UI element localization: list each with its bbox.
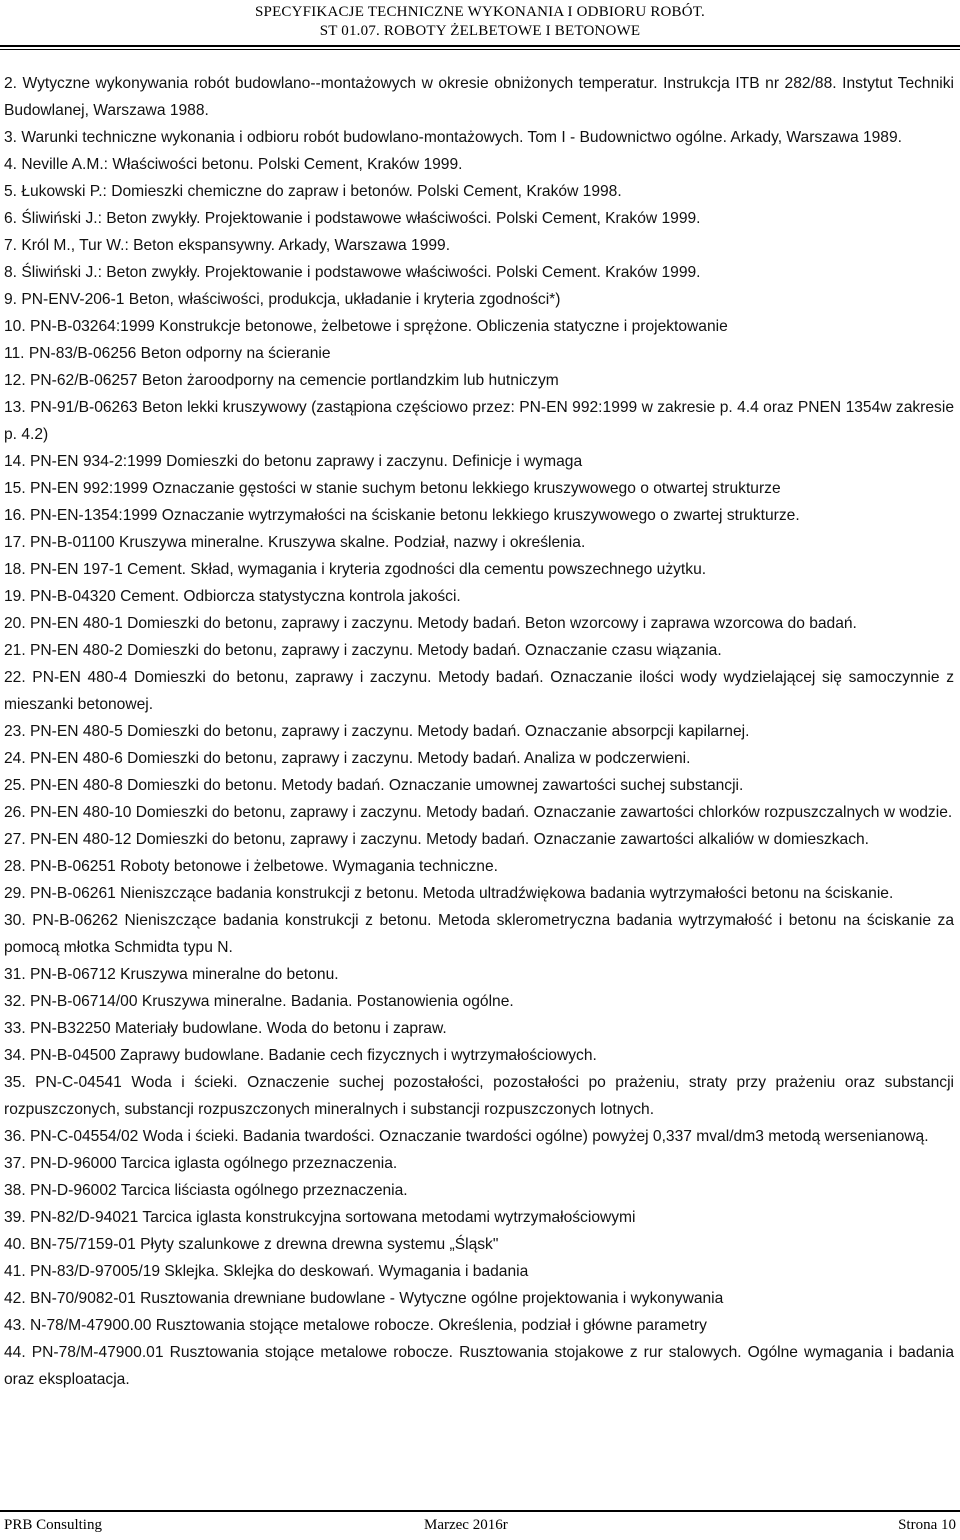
reference-item: 14. PN-EN 934-2:1999 Domieszki do betonu zaprawy i zaczynu. Definicje i wymaga — [4, 453, 583, 470]
page-header — [0, 0, 960, 47]
header-subtitle: ST 01.07. ROBOTY ŻELBETOWE I BETONOWE — [319, 23, 641, 39]
reference-item: 34. PN-B-04500 Zaprawy budowlane. Badanie cech fizycznych i wytrzymałościowych. — [4, 1047, 597, 1064]
reference-item: 22. PN-EN 480-4 Domieszki do betonu, zaprawy i zaczynu. Metody badań. Oznaczanie ilości wody wydzielającej się samoczynnie z mieszanki betonowej. — [4, 669, 954, 713]
reference-item: 26. PN-EN 480-10 Domieszki do betonu, zaprawy i zaczynu. Metody badań. Oznaczanie zawartości chlorków rozpuszczalnych w wodzie. — [4, 804, 953, 821]
reference-item: 11. PN-83/B-06256 Beton odporny na ścieranie — [4, 345, 331, 362]
reference-item: 38. PN-D-96002 Tarcica liściasta ogólnego przeznaczenia. — [4, 1182, 408, 1199]
reference-item: 17. PN-B-01100 Kruszywa mineralne. Kruszywa skalne. Podział, nazwy i określenia. — [4, 534, 586, 551]
reference-item: 9. PN-ENV-206-1 Beton, właściwości, produkcja, układanie i kryteria zgodności*) — [4, 291, 561, 308]
reference-item: 19. PN-B-04320 Cement. Odbiorcza statystyczna kontrola jakości. — [4, 588, 461, 605]
reference-item: 25. PN-EN 480-8 Domieszki do betonu. Metody badań. Oznaczanie umownej zawartości suchej substancji. — [4, 777, 744, 794]
reference-item: 43. N-78/M-47900.00 Rusztowania stojące metalowe robocze. Określenia, podział i główne parametry — [4, 1317, 707, 1334]
reference-item: 7. Król M., Tur W.: Beton ekspansywny. Arkady, Warszawa 1999. — [4, 237, 451, 254]
reference-item: 28. PN-B-06251 Roboty betonowe i żelbetowe. Wymagania techniczne. — [4, 858, 498, 875]
reference-item: 36. PN-C-04554/02 Woda i ścieki. Badania twardości. Oznaczanie twardości ogólne) powyżej 0,337 mval/dm3 metodą wersenianową. — [4, 1128, 929, 1145]
footer-divider — [0, 1510, 960, 1512]
reference-item: 37. PN-D-96000 Tarcica iglasta ogólnego przeznaczenia. — [4, 1155, 398, 1172]
reference-item: 33. PN-B32250 Materiały budowlane. Woda do betonu i zapraw. — [4, 1020, 447, 1037]
reference-item: 30. PN-B-06262 Nieniszczące badania konstrukcji z betonu. Metoda sklerometryczna badania wytrzymałość i betonu na ściskanie za pomocą młotka Schmidta typu N. — [4, 912, 954, 956]
reference-item: 39. PN-82/D-94021 Tarcica iglasta konstrukcyjna sortowana metodami wytrzymałościowymi — [4, 1209, 636, 1226]
reference-item: 3. Warunki techniczne wykonania i odbioru robót budowlano-montażowych. Tom I - Budownictwo ogólne. Arkady, Warszawa 1989. — [4, 129, 902, 146]
reference-item: 4. Neville A.M.: Właściwości betonu. Polski Cement, Kraków 1999. — [4, 156, 463, 173]
page-footer — [4, 1517, 956, 1537]
footer-date: Marzec 2016r — [424, 1517, 508, 1533]
reference-item: 42. BN-70/9082-01 Rusztowania drewniane budowlane - Wytyczne ogólne projektowania i wykonywania — [4, 1290, 724, 1307]
reference-list — [4, 70, 954, 1393]
reference-item: 12. PN-62/B-06257 Beton żaroodporny na cemencie portlandzkim lub hutniczym — [4, 372, 559, 389]
reference-item: 29. PN-B-06261 Nieniszczące badania konstrukcji z betonu. Metoda ultradźwiękowa badania wytrzymałości betonu na ściskanie. — [4, 885, 894, 902]
reference-item: 23. PN-EN 480-5 Domieszki do betonu, zaprawy i zaczynu. Metody badań. Oznaczanie absorpcji kapilarnej. — [4, 723, 750, 740]
reference-item: 40. BN-75/7159-01 Płyty szalunkowe z drewna drewna systemu „Śląsk" — [4, 1236, 499, 1253]
reference-item: 18. PN-EN 197-1 Cement. Skład, wymagania i kryteria zgodności dla cementu powszechnego użytku. — [4, 561, 707, 578]
reference-item: 44. PN-78/M-47900.01 Rusztowania stojące metalowe robocze. Rusztowania stojakowe z rur stalowych. Ogólne wymagania i badania oraz eksploatacja. — [4, 1344, 954, 1388]
reference-item: 10. PN-B-03264:1999 Konstrukcje betonowe, żelbetowe i sprężone. Obliczenia statyczne i projektowanie — [4, 318, 728, 335]
header-divider — [0, 45, 960, 47]
reference-item: 16. PN-EN-1354:1999 Oznaczanie wytrzymałości na ściskanie betonu lekkiego kruszywowego o zwartej strukturze. — [4, 507, 800, 524]
reference-item: 32. PN-B-06714/00 Kruszywa mineralne. Badania. Postanowienia ogólne. — [4, 993, 514, 1010]
reference-item: 21. PN-EN 480-2 Domieszki do betonu, zaprawy i zaczynu. Metody badań. Oznaczanie czasu wiązania. — [4, 642, 722, 659]
reference-item: 8. Śliwiński J.: Beton zwykły. Projektowanie i podstawowe właściwości. Polski Cement. Kraków 1999. — [4, 264, 701, 281]
reference-item: 41. PN-83/D-97005/19 Sklejka. Sklejka do deskowań. Wymagania i badania — [4, 1263, 529, 1280]
reference-item: 5. Łukowski P.: Domieszki chemiczne do zapraw i betonów. Polski Cement, Kraków 1998. — [4, 183, 622, 200]
reference-item: 20. PN-EN 480-1 Domieszki do betonu, zaprawy i zaczynu. Metody badań. Beton wzorcowy i zaprawa wzorcowa do badań. — [4, 615, 857, 632]
footer-page-number: Strona 10 — [898, 1517, 956, 1533]
reference-item: 15. PN-EN 992:1999 Oznaczanie gęstości w stanie suchym betonu lekkiego kruszywowego o otwartej strukturze — [4, 480, 781, 497]
reference-item: 31. PN-B-06712 Kruszywa mineralne do betonu. — [4, 966, 339, 983]
reference-item: 35. PN-C-04541 Woda i ścieki. Oznaczenie suchej pozostałości, pozostałości po prażeniu, straty przy prażeniu oraz substancji rozpuszczonych, substancji rozpuszczonych mineralnych i substancji rozpuszczonych lotnych. — [4, 1074, 954, 1118]
header-title: SPECYFIKACJE TECHNICZNE WYKONANIA I ODBIORU ROBÓT. — [254, 4, 705, 20]
reference-item: 2. Wytyczne wykonywania robót budowlano--montażowych w okresie obniżonych temperatur. Instrukcja ITB nr 282/88. Instytut Techniki Budowlanej, Warszawa 1988. — [4, 75, 954, 119]
header-divider-thin — [0, 49, 960, 50]
reference-item: 6. Śliwiński J.: Beton zwykły. Projektowanie i podstawowe właściwości. Polski Cement, Kraków 1999. — [4, 210, 701, 227]
reference-item: 27. PN-EN 480-12 Domieszki do betonu, zaprawy i zaczynu. Metody badań. Oznaczanie zawartości alkaliów w domieszkach. — [4, 831, 869, 848]
reference-item: 24. PN-EN 480-6 Domieszki do betonu, zaprawy i zaczynu. Metody badań. Analiza w podczerwieni. — [4, 750, 691, 767]
footer-company: PRB Consulting — [4, 1517, 102, 1533]
reference-item: 13. PN-91/B-06263 Beton lekki kruszywowy (zastąpiona częściowo przez: PN-EN 992:1999 w zakresie p. 4.4 oraz PNEN 1354w zakresie p. 4.2) — [4, 399, 954, 443]
